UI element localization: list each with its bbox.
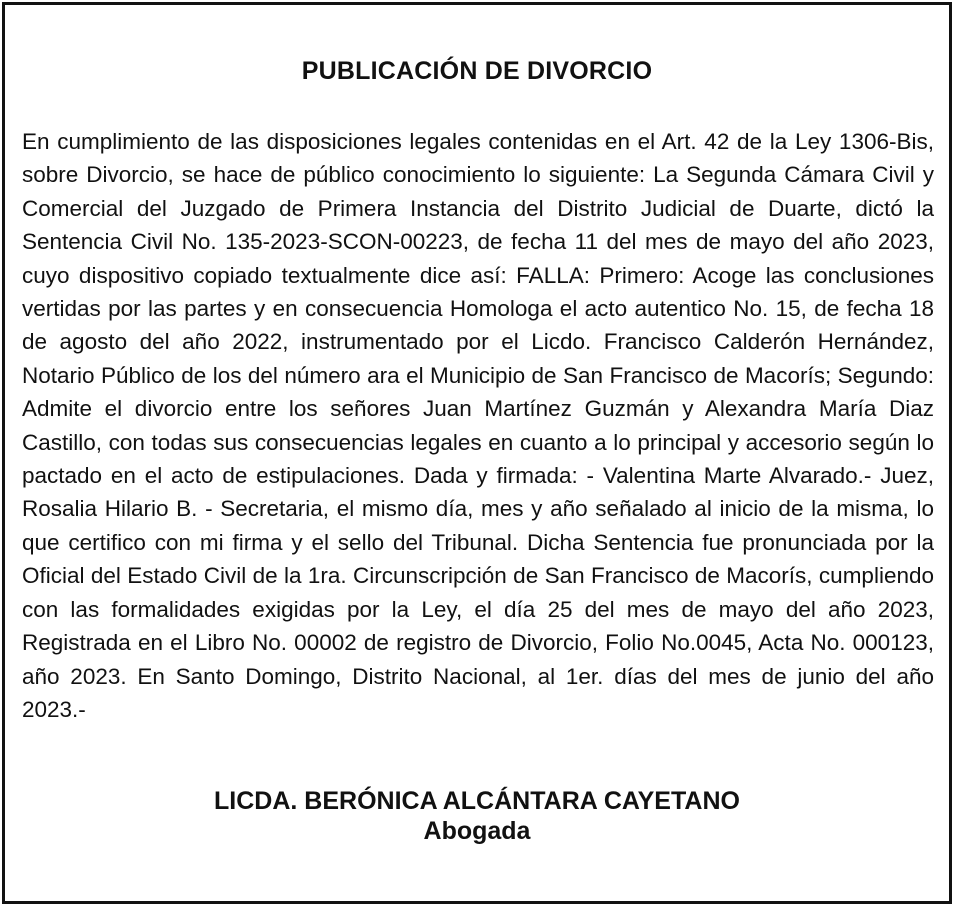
divorce-publication-notice: [2, 2, 952, 904]
notice-body: En cumplimiento de las disposiciones legales contenidas en el Art. 42 de la Ley 1306-Bis, sobre Divorcio, se hace de público conocimiento lo siguiente: La Segunda Cámara Civil y Comercial del Juzgado de Primera Instancia del Distrito Judicial de Duarte, dictó la Sentencia Civil No. 135-2023-SCON-00223, de fecha 11 del mes de mayo del año 2023, cuyo dispositivo copiado textualmente dice así: FALLA: Primero: Acoge las conclusiones vertidas por las partes y en consecuencia Homologa el acto autentico No. 15, de fecha 18 de agosto del año 2022, instrumentado por el Licdo. Francisco Calderón Hernández, Notario Público de los del número ara el Municipio de San Francisco de Macorís; Segundo: Admite el divorcio entre los señores Juan Martínez Guzmán y Alexandra María Diaz Castillo, con todas sus consecuencias legales en cuanto a lo principal y accesorio según lo pactado en el acto de estipulaciones. Dada y firmada: - Valentina Marte Alvarado.- Juez, Rosalia Hilario B. - Secretaria, el mismo día, mes y año señalado al inicio de la misma, lo que certifico con mi firma y el sello del Tribunal. Dicha Sentencia fue pronunciada por la Oficial del Estado Civil de la 1ra. Circunscripción de San Francisco de Macorís, cumpliendo con las formalidades exigidas por la Ley, el día 25 del mes de mayo del año 2023, Registrada en el Libro No. 00002 de registro de Divorcio, Folio No.0045, Acta No. 000123, año 2023. En Santo Domingo, Distrito Nacional, al 1er. días del mes de junio del año 2023.-: [22, 129, 934, 722]
signer-role: Abogada: [423, 817, 531, 845]
signature-block: [5, 786, 949, 846]
signer-name: LICDA. BERÓNICA ALCÁNTARA CAYETANO: [214, 787, 740, 815]
notice-title: PUBLICACIÓN DE DIVORCIO: [301, 57, 653, 85]
